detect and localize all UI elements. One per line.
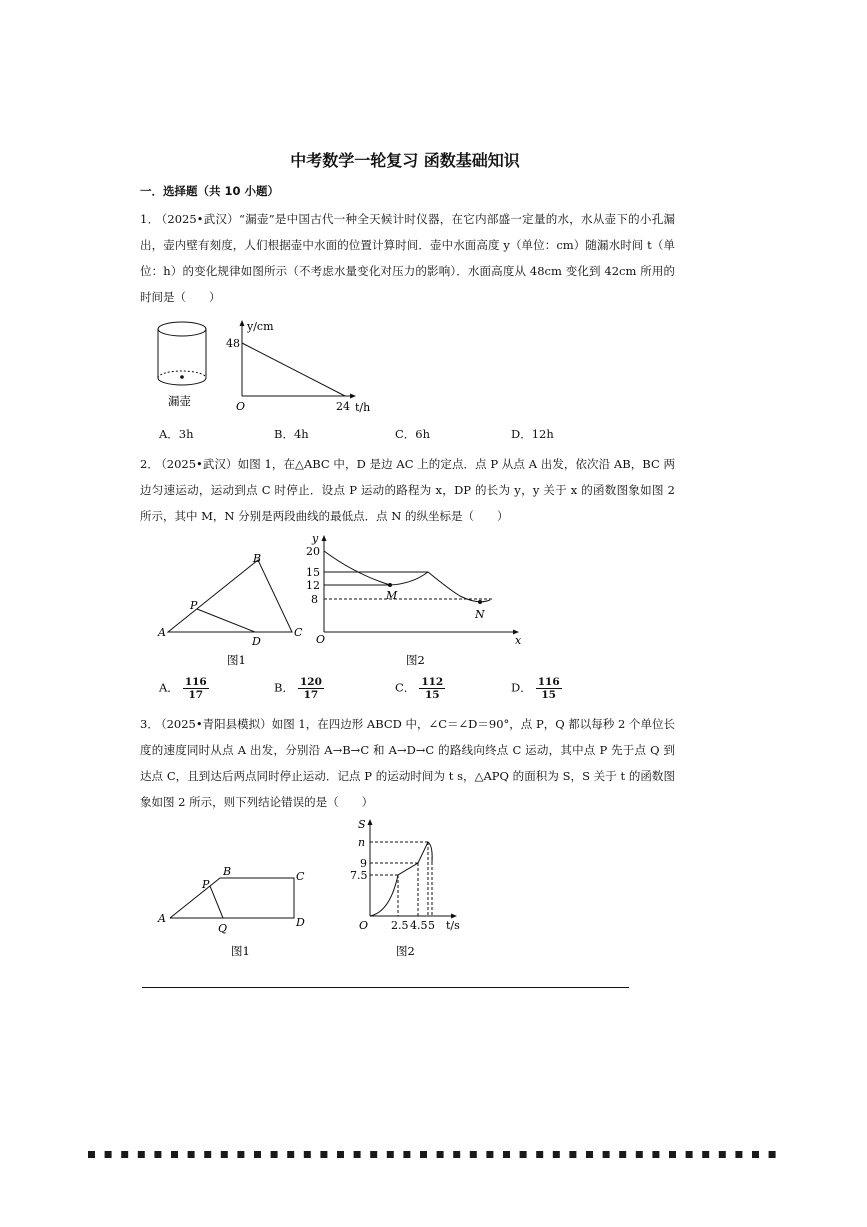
q3-fig2-caption: 图2 <box>396 944 415 958</box>
footer-dot <box>520 1151 527 1158</box>
question-3-figure-1 <box>150 860 320 965</box>
q3-label-a: A <box>158 912 166 925</box>
footer-dot <box>154 1151 161 1158</box>
question-3-number: 3． <box>140 717 159 731</box>
q3-tick-5: 5 <box>428 919 435 932</box>
q3-label-c: C <box>296 870 305 883</box>
option-d[interactable] <box>511 676 562 701</box>
q3-tick-2-5: 2.5 <box>391 919 409 932</box>
footer-dot <box>387 1151 394 1158</box>
option-c-numerator: 112 <box>421 676 444 688</box>
q2-label-b: B <box>253 552 262 565</box>
footer-dot <box>569 1151 576 1158</box>
option-c-denominator: 15 <box>424 689 440 701</box>
footer-dot <box>320 1151 327 1158</box>
q2-tick-20: 20 <box>306 545 320 558</box>
footer-dot <box>486 1151 493 1158</box>
footer-dot <box>603 1151 610 1158</box>
question-1-options <box>159 426 679 454</box>
q2-label-n: N <box>475 608 485 621</box>
option-c[interactable]: C．6h <box>395 427 431 441</box>
footer-dot <box>652 1151 659 1158</box>
q2-tick-15: 15 <box>306 566 320 579</box>
option-d-numerator: 116 <box>537 676 560 688</box>
q3-label-d: D <box>296 916 305 929</box>
question-2-options <box>159 676 679 704</box>
option-a-letter: A． <box>159 680 179 695</box>
page-title: 中考数学一轮复习 函数基础知识 <box>290 151 520 170</box>
footer-dot <box>719 1151 726 1158</box>
footer-dot <box>237 1151 244 1158</box>
q2-origin: O <box>316 633 326 646</box>
q2-label-m: M <box>386 589 398 602</box>
q1-y-tick: 48 <box>226 337 240 350</box>
question-3-text <box>140 711 675 815</box>
footer-dot <box>752 1151 759 1158</box>
page-divider <box>142 987 629 988</box>
option-a-denominator: 17 <box>188 689 204 701</box>
question-3-body: （2025•青阳县模拟）如图 1，在四边形 ABCD 中，∠C＝∠D＝90°，点 P，Q 都以每秒 2 个单位长度的速度同时从点 A 出发，分别沿 A→B→C 和 A→D→C 的路线向终点 C 运动，其中点 P 先于点 Q 到达点 C，且到达后两点同时停止运动．记点 P 的运动时间为 t s，△APQ 的面积为 S，S 关于 t 的函数图象如图 2 所示，则下列结论错误的是（ ） <box>140 717 675 809</box>
footer-dot <box>453 1151 460 1158</box>
footer-dot <box>470 1151 477 1158</box>
water-clock-icon <box>158 322 206 385</box>
footer-dot <box>619 1151 626 1158</box>
footer-dot <box>420 1151 427 1158</box>
q2-x-axis-label: x <box>515 634 522 647</box>
section-heading: 一．选择题（共 10 小题） <box>140 184 280 198</box>
q2-fig1-caption: 图1 <box>227 653 246 667</box>
q3-y-axis-label: S <box>358 818 366 831</box>
q3-fig1-caption: 图1 <box>231 944 250 958</box>
question-1-figure <box>150 318 390 416</box>
footer-dot <box>304 1151 311 1158</box>
footer-dot <box>553 1151 560 1158</box>
option-d[interactable]: D．12h <box>511 427 554 441</box>
question-2-figure-1 <box>150 540 303 670</box>
q1-x-axis-label: t/h <box>355 401 371 414</box>
footer-dot <box>503 1151 510 1158</box>
q3-tick-7-5: 7.5 <box>350 869 368 882</box>
option-b[interactable] <box>274 676 324 701</box>
footer-dot <box>354 1151 361 1158</box>
q2-label-a: A <box>158 626 166 639</box>
footer-dot <box>105 1151 112 1158</box>
q1-origin: O <box>236 400 246 413</box>
footer-dot <box>403 1151 410 1158</box>
q1-x-tick: 24 <box>336 400 350 413</box>
footer-dot <box>636 1151 643 1158</box>
q2-fig2-caption: 图2 <box>406 653 425 667</box>
footer-dot <box>370 1151 377 1158</box>
footer-dot <box>536 1151 543 1158</box>
footer-dot <box>669 1151 676 1158</box>
q2-label-p: P <box>190 599 198 612</box>
footer-dot <box>586 1151 593 1158</box>
question-2-figure-2 <box>300 530 535 670</box>
option-b-fraction <box>298 676 324 701</box>
footer-dot <box>287 1151 294 1158</box>
question-1-body: （2025•武汉）“漏壶”是中国古代一种全天候计时仪器，在它内部盛一定量的水，水从壶下的小孔漏出，壶内壁有刻度，人们根据壶中水面的位置计算时间．壶中水面高度 y（单位：cm）随漏水时间 t（单位：h）的变化规律如图所示（不考虑水量变化对压力的影响）．水面高度从 48cm 变化到 42cm 所用的时间是（ ） <box>140 212 675 304</box>
footer-dot <box>686 1151 693 1158</box>
q2-tick-8: 8 <box>311 593 318 606</box>
q3-label-b: B <box>223 865 232 878</box>
q2-label-c: C <box>294 626 303 639</box>
question-3-figure-2 <box>340 812 480 962</box>
q1-y-axis-label: y/cm <box>247 320 274 333</box>
footer-dot <box>221 1151 228 1158</box>
option-d-letter: D． <box>511 680 532 695</box>
option-a[interactable]: A．3h <box>159 427 194 441</box>
q3-origin: O <box>359 919 369 932</box>
q2-label-d: D <box>252 635 261 648</box>
option-d-fraction <box>536 676 562 701</box>
footer-dot <box>337 1151 344 1158</box>
footer-dot <box>437 1151 444 1158</box>
option-c-letter: C． <box>395 680 416 695</box>
q3-label-p: P <box>202 878 210 891</box>
footer-dot <box>138 1151 145 1158</box>
q3-tick-n: n <box>358 836 366 849</box>
question-2-number: 2． <box>140 457 159 471</box>
footer-dot <box>702 1151 709 1158</box>
footer-dot <box>88 1151 95 1158</box>
footer-dot <box>735 1151 742 1158</box>
option-a[interactable] <box>159 676 209 701</box>
option-c[interactable] <box>395 676 445 701</box>
option-b-denominator: 17 <box>303 689 319 701</box>
q1-graph <box>226 320 370 414</box>
footer-dot <box>254 1151 261 1158</box>
option-a-fraction <box>183 676 209 701</box>
question-1-text <box>140 206 675 310</box>
footer-dotted-border <box>88 1150 788 1160</box>
q3-tick-9: 9 <box>360 857 367 870</box>
q3-tick-4-5: 4.5 <box>410 919 428 932</box>
question-2-body: （2025•武汉）如图 1，在△ABC 中，D 是边 AC 上的定点．点 P 从点 A 出发，依次沿 AB，BC 两边匀速运动，运动到点 C 时停止．设点 P 运动的路程为 x，DP 的长为 y，y 关于 x 的函数图象如图 2 所示，其中 M，N 分别是两段曲线的最低点．点 N 的纵坐标是（ ） <box>140 457 675 523</box>
option-c-fraction <box>419 676 445 701</box>
q3-label-q: Q <box>218 922 228 935</box>
footer-dot <box>769 1151 776 1158</box>
question-2-text <box>140 451 675 529</box>
option-d-denominator: 15 <box>541 689 556 701</box>
q2-tick-12: 12 <box>306 579 320 592</box>
footer-dot <box>188 1151 195 1158</box>
water-clock-label: 漏壶 <box>168 394 191 408</box>
footer-dot <box>171 1151 178 1158</box>
footer-dot <box>204 1151 211 1158</box>
footer-dot <box>121 1151 128 1158</box>
q2-y-axis-label: y <box>312 532 319 545</box>
option-a-numerator: 116 <box>184 676 207 688</box>
q3-x-axis-label: t/s <box>446 919 460 932</box>
footer-dot <box>271 1151 278 1158</box>
option-b[interactable]: B．4h <box>274 427 309 441</box>
option-b-letter: B． <box>274 680 294 695</box>
option-b-numerator: 120 <box>299 676 322 688</box>
question-1-number: 1． <box>140 212 160 226</box>
